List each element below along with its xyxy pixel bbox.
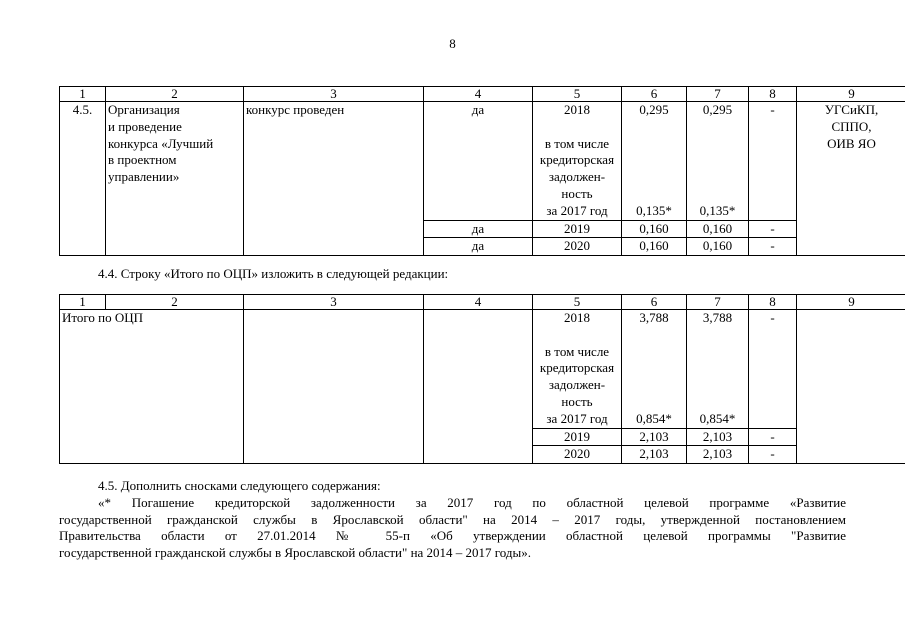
footnote-line: Правительства области от 27.01.2014 № 55-п «Об утверждении областной целевой программы "Развитие bbox=[59, 528, 846, 544]
debt-amount: 0,135* bbox=[636, 202, 672, 218]
activity-name bbox=[106, 102, 244, 256]
cell-year bbox=[533, 310, 622, 429]
cell-amount: 0,160 bbox=[622, 238, 687, 256]
column-number: 8 bbox=[749, 295, 797, 310]
sub-note-line: в том числе bbox=[544, 343, 610, 359]
row-number: 4.5. bbox=[60, 102, 106, 256]
empty-cell bbox=[797, 310, 905, 464]
page-number: 8 bbox=[449, 36, 456, 51]
sub-note-line: ность bbox=[561, 393, 593, 409]
program-total-table bbox=[59, 294, 905, 464]
executor-line: ОИВ ЯО bbox=[827, 135, 876, 151]
column-number: 7 bbox=[687, 87, 749, 102]
sub-note-line: кредиторская bbox=[539, 152, 615, 168]
executor-line: СППО, bbox=[831, 118, 872, 134]
sub-note-line: за 2017 год bbox=[546, 410, 608, 426]
table-row bbox=[60, 310, 905, 429]
column-number: 2 bbox=[106, 87, 244, 102]
paragraph-4-5: 4.5. Дополнить сносками следующего содержания: bbox=[98, 478, 381, 493]
cell-dash: - bbox=[749, 310, 797, 429]
column-number: 1 bbox=[60, 295, 106, 310]
cell-amount: 0,160 bbox=[687, 238, 749, 256]
column-number: 4 bbox=[424, 295, 533, 310]
column-number: 3 bbox=[244, 295, 424, 310]
activity-name-line: в проектном bbox=[108, 152, 177, 168]
program-table-item-4-5 bbox=[59, 86, 905, 256]
cell-dash: - bbox=[749, 102, 797, 221]
sub-note-line: за 2017 год bbox=[546, 202, 608, 218]
footnote-line: государственной гражданской службы в Ярославской области" на 2014 – 2017 годы». bbox=[59, 544, 532, 560]
cell-year bbox=[533, 102, 622, 221]
footnote-line: государственной гражданской службы в Ярославской области" на 2014 – 2017 годы, утвержденной постановлением bbox=[59, 511, 846, 527]
sub-note-line: в том числе bbox=[544, 135, 610, 151]
year-value: 2018 bbox=[564, 102, 590, 117]
column-number: 8 bbox=[749, 87, 797, 102]
cell-amount bbox=[687, 310, 749, 429]
debt-amount: 0,854* bbox=[699, 410, 736, 426]
column-number: 1 bbox=[60, 87, 106, 102]
column-number: 4 bbox=[424, 87, 533, 102]
empty-cell bbox=[244, 310, 424, 464]
table-header-row bbox=[60, 295, 905, 310]
column-number: 6 bbox=[622, 87, 687, 102]
cell-amount bbox=[622, 102, 687, 221]
cell-year: 2020 bbox=[533, 238, 622, 256]
column-number: 9 bbox=[797, 295, 905, 310]
cell-flag: да bbox=[424, 102, 533, 221]
paragraph-4-4: 4.4. Строку «Итого по ОЦП» изложить в следующей редакции: bbox=[98, 266, 449, 281]
cell-year: 2019 bbox=[533, 220, 622, 238]
activity-name-line: и проведение bbox=[108, 118, 182, 134]
executors bbox=[797, 102, 905, 256]
activity-name-line: Организация bbox=[108, 102, 180, 117]
cell-dash: - bbox=[749, 238, 797, 256]
column-number: 3 bbox=[244, 87, 424, 102]
column-number: 7 bbox=[687, 295, 749, 310]
activity-name-line: конкурса «Лучший bbox=[108, 135, 214, 151]
cell-amount bbox=[622, 310, 687, 429]
total-label: Итого по ОЦП bbox=[60, 310, 244, 464]
amount-value: 0,295 bbox=[702, 102, 733, 117]
expected-result: конкурс проведен bbox=[244, 102, 424, 256]
table-row bbox=[60, 102, 905, 221]
cell-dash: - bbox=[749, 428, 797, 446]
cell-dash: - bbox=[749, 220, 797, 238]
activity-name-line: управлении» bbox=[108, 169, 180, 185]
column-number: 9 bbox=[797, 87, 905, 102]
executor-line: УГСиКП, bbox=[824, 102, 879, 117]
debt-amount: 0,135* bbox=[699, 202, 736, 218]
empty-cell bbox=[424, 310, 533, 464]
column-number: 2 bbox=[106, 295, 244, 310]
cell-amount: 2,103 bbox=[622, 446, 687, 464]
cell-amount bbox=[687, 102, 749, 221]
cell-year: 2020 bbox=[533, 446, 622, 464]
cell-amount: 2,103 bbox=[687, 428, 749, 446]
amount-value: 0,295 bbox=[639, 102, 669, 117]
cell-amount: 0,160 bbox=[687, 220, 749, 238]
footnote-text bbox=[59, 495, 846, 561]
cell-amount: 0,160 bbox=[622, 220, 687, 238]
footnote-line: «* Погашение кредиторской задолженности за 2017 год по областной целевой программе «Развитие bbox=[98, 495, 846, 510]
sub-note-line: кредиторская bbox=[539, 360, 615, 376]
amount-value: 3,788 bbox=[639, 310, 669, 325]
cell-dash: - bbox=[749, 446, 797, 464]
sub-note-line: ность bbox=[561, 185, 593, 201]
column-number: 5 bbox=[533, 295, 622, 310]
sub-note-line: задолжен- bbox=[548, 377, 606, 393]
column-number: 6 bbox=[622, 295, 687, 310]
cell-amount: 2,103 bbox=[622, 428, 687, 446]
cell-year: 2019 bbox=[533, 428, 622, 446]
column-number: 5 bbox=[533, 87, 622, 102]
table-header-row bbox=[60, 87, 905, 102]
cell-flag: да bbox=[424, 238, 533, 256]
cell-amount: 2,103 bbox=[687, 446, 749, 464]
cell-flag: да bbox=[424, 220, 533, 238]
sub-note-line: задолжен- bbox=[548, 169, 606, 185]
debt-amount: 0,854* bbox=[636, 410, 672, 426]
amount-value: 3,788 bbox=[702, 310, 733, 325]
year-value: 2018 bbox=[564, 310, 590, 325]
